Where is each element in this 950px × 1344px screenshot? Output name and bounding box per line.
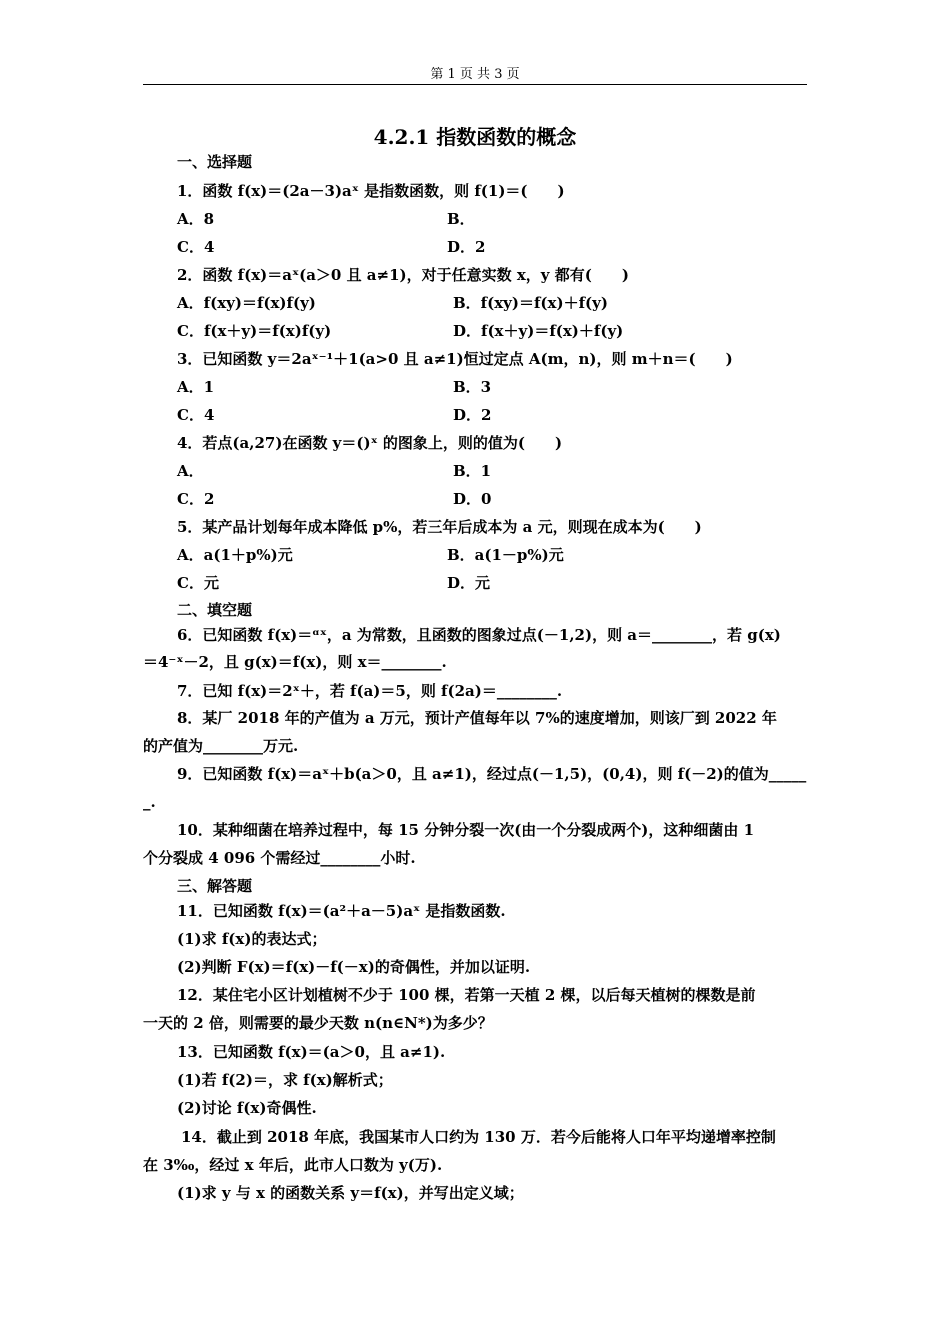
- question-10-line-1: 10．某种细菌在培养过程中，每 15 分钟分裂一次(由一个分裂成两个)，这种细菌由 1: [177, 821, 755, 839]
- section-heading-choice: 一、选择题: [177, 153, 253, 171]
- q5-option-b: B．a(1－p%)元: [447, 546, 564, 564]
- page-header: 第 1 页 共 3 页: [430, 67, 520, 82]
- q11-part-2: (2)判断 F(x)＝f(x)－f(－x)的奇偶性，并加以证明.: [177, 958, 531, 976]
- doc-title: 4.2.1 指数函数的概念: [373, 125, 577, 149]
- q13-part-1: (1)若 f(2)＝，求 f(x)解析式；: [177, 1071, 393, 1089]
- question-10-line-2: 个分裂成 4 096 个需经过________小时.: [143, 849, 416, 867]
- question-13: 13．已知函数 f(x)＝(a＞0，且 a≠1).: [177, 1043, 446, 1061]
- q2-option-c: C．f(x＋y)＝f(x)f(y): [177, 322, 332, 340]
- question-11: 11．已知函数 f(x)＝(a²＋a－5)aˣ 是指数函数.: [177, 902, 506, 920]
- q2-option-d: D．f(x＋y)＝f(x)＋f(y): [453, 322, 624, 340]
- q11-part-1: (1)求 f(x)的表达式；: [177, 930, 327, 948]
- question-14-line-2: 在 3‰，经过 x 年后，此市人口数为 y(万).: [143, 1156, 443, 1174]
- question-5: 5．某产品计划每年成本降低 p%，若三年后成本为 a 元，则现在成本为( ): [177, 518, 702, 536]
- q13-part-2: (2)讨论 f(x)奇偶性.: [177, 1099, 317, 1117]
- question-9-line-1: 9．已知函数 f(x)＝aˣ＋b(a＞0，且 a≠1)，经过点(－1,5)，(0,4)，则 f(－2)的值为_____: [177, 765, 807, 783]
- q3-option-d: D．2: [453, 406, 492, 424]
- section-heading-answer: 三、解答题: [177, 877, 253, 895]
- question-8-line-1: 8．某厂 2018 年的产值为 a 万元，预计产值每年以 7%的速度增加，则该厂到 2022 年: [177, 709, 777, 727]
- q1-option-b: B．: [447, 210, 475, 228]
- q4-option-b: B．1: [453, 462, 492, 480]
- question-2: 2．函数 f(x)＝aˣ(a＞0 且 a≠1)，对于任意实数 x，y 都有( ): [177, 266, 629, 284]
- question-12-line-2: 一天的 2 倍，则需要的最少天数 n(n∈N*)为多少？: [143, 1014, 493, 1032]
- question-7: 7．已知 f(x)＝2ˣ＋，若 f(a)＝5，则 f(2a)＝________.: [177, 682, 563, 700]
- question-12-line-1: 12．某住宅小区计划植树不少于 100 棵，若第一天植 2 棵，以后每天植树的棵数是前: [177, 986, 756, 1004]
- q5-option-d: D．元: [447, 574, 491, 592]
- question-1: 1．函数 f(x)＝(2a－3)aˣ 是指数函数，则 f(1)＝( ): [177, 182, 565, 200]
- question-3: 3．已知函数 y＝2aˣ⁻¹＋1(a>0 且 a≠1)恒过定点 A(m，n)，则 m＋n＝( ): [177, 350, 733, 368]
- q5-option-a: A．a(1＋p%)元: [177, 546, 293, 564]
- q1-option-a: A．8: [177, 210, 215, 228]
- section-heading-fill: 二、填空题: [177, 601, 253, 619]
- q1-option-c: C．4: [177, 238, 215, 256]
- q2-option-a: A．f(xy)＝f(x)f(y): [177, 294, 316, 312]
- q14-part-1: (1)求 y 与 x 的函数关系 y＝f(x)，并写出定义域；: [177, 1184, 524, 1202]
- q3-option-c: C．4: [177, 406, 215, 424]
- q2-option-b: B．f(xy)＝f(x)＋f(y): [453, 294, 608, 312]
- q4-option-d: D．0: [453, 490, 492, 508]
- header-rule: [143, 84, 807, 85]
- question-4: 4．若点(a,27)在函数 y＝()ˣ 的图象上，则的值为( ): [177, 434, 563, 452]
- question-6-line-1: 6．已知函数 f(x)＝ᵅˣ，a 为常数，且函数的图象过点(－1,2)，则 a＝________，若 g(x): [177, 626, 781, 644]
- q3-option-b: B．3: [453, 378, 492, 396]
- question-14-line-1: 14．截止到 2018 年底，我国某市人口约为 130 万．若今后能将人口年平均递增率控制: [181, 1128, 776, 1146]
- question-8-line-2: 的产值为________万元.: [143, 737, 299, 755]
- question-6-line-2: ＝4⁻ˣ－2，且 g(x)＝f(x)，则 x＝________.: [143, 653, 447, 671]
- q3-option-a: A．1: [177, 378, 215, 396]
- question-9-line-2: _.: [143, 793, 156, 811]
- q4-option-c: C．2: [177, 490, 215, 508]
- q5-option-c: C．元: [177, 574, 219, 592]
- q1-option-d: D．2: [447, 238, 486, 256]
- q4-option-a: A．: [177, 462, 204, 480]
